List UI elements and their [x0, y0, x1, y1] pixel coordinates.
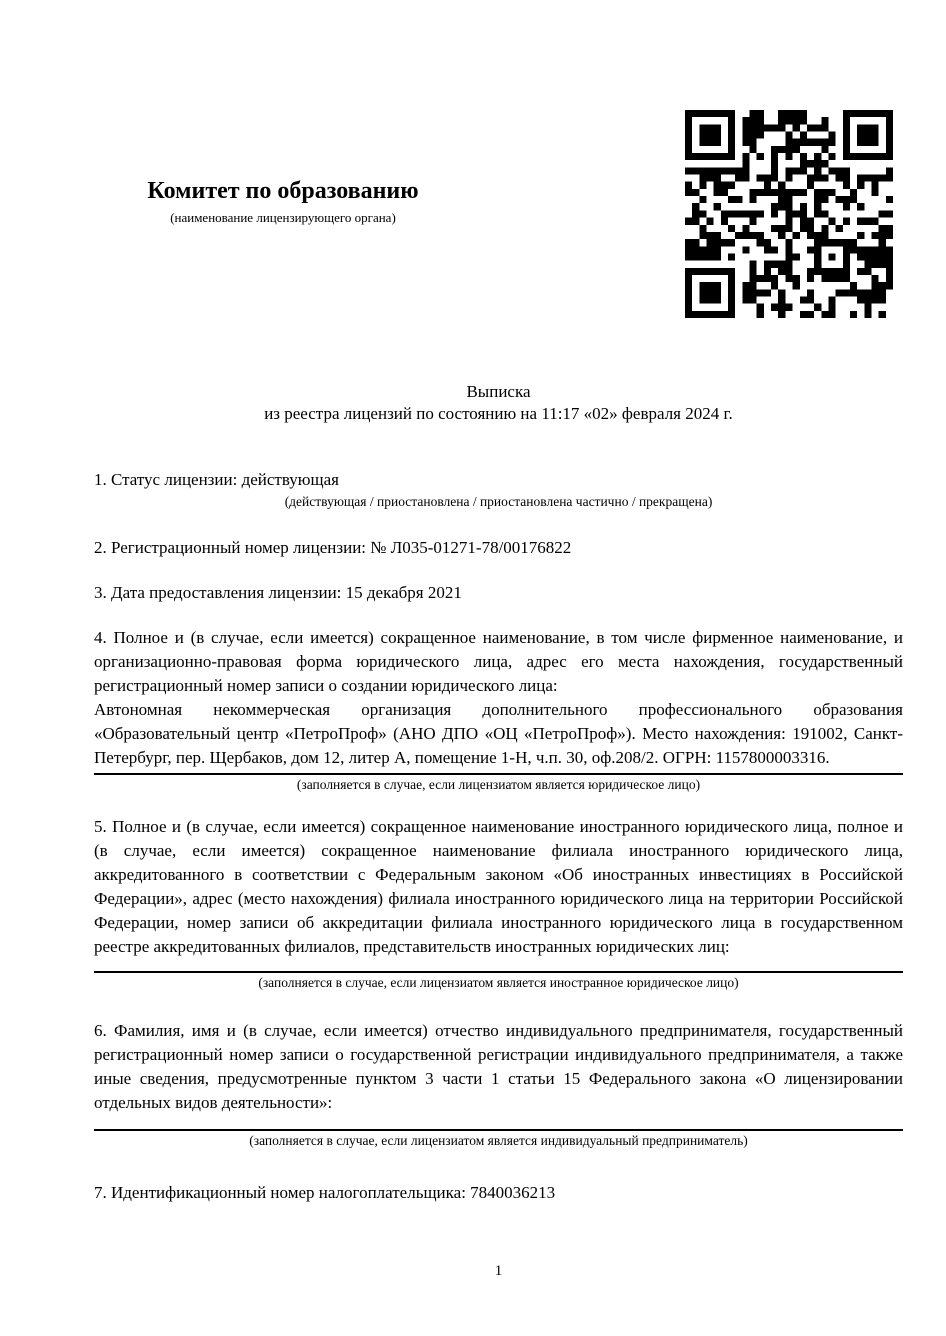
individual-entrepreneur-heading: 6. Фамилия, имя и (в случае, если имеется) отчество индивидуального предпринимателя, государственный регистрационный номер записи о государственной регистрации индивидуального предпринимателя, а также иные сведения, предусмотренные пунктом 3 части 1 статьи 15 Федерального закона «О лицензировании отдельных видов деятельности»: — [94, 1021, 903, 1112]
taxpayer-id-line: 7. Идентификационный номер налогоплательщика: 7840036213 — [94, 1183, 556, 1202]
document-title — [94, 330, 903, 425]
foreign-entity-heading: 5. Полное и (в случае, если имеется) сокращенное наименование иностранного юридического лица, полное и (в случае, если имеется) сокращенное наименование филиала иностранного юридического лица, аккредитованного в соответствии с Федеральным законом «Об иностранных инвестициях в Российской Федерации», адрес (место нахождения) филиала иностранного юридического лица на территории Российской Федерации, номер записи об аккредитации филиала иностранного юридического лица в государственном реестре аккредитованных филиалов, представительств иностранных юридических лиц: — [94, 817, 903, 956]
page-number: 1 — [494, 1263, 503, 1279]
licensing-authority-block — [0, 176, 566, 226]
qr-code — [685, 110, 893, 318]
document-title-line1: Выписка — [466, 382, 531, 401]
document-title-line2: из реестра лицензий по состоянию на 11:17 «02» февраля 2024 г. — [264, 404, 733, 423]
license-grant-date-line: 3. Дата предоставления лицензии: 15 декабря 2021 — [94, 583, 462, 602]
license-status-line: 1. Статус лицензии: действующая — [94, 470, 339, 489]
legal-entity-details: Автономная некоммерческая организация дополнительного профессионального образования «Образовательный центр «ПетроПроф» (АНО ДПО «ОЦ «ПетроПроф»). Место нахождения: 191002, Санкт-Петербург, пер. Щербаков, дом 12, литер А, помещение 1-Н, ч.п. 30, оф.208/2. ОГРН: 1157800003316. — [94, 700, 903, 767]
licensing-authority-note: (наименование лицензирующего органа) — [170, 210, 396, 225]
document-header — [0, 0, 946, 330]
license-registration-number-line: 2. Регистрационный номер лицензии: № Л035-01271-78/00176822 — [94, 538, 572, 557]
individual-entrepreneur-note: (заполняется в случае, если лицензиатом является индивидуальный предприниматель) — [249, 1133, 748, 1148]
legal-entity-heading: 4. Полное и (в случае, если имеется) сокращенное наименование, в том числе фирменное наименование, и организационно-правовая форма юридического лица, адрес его места нахождения, государственный регистрационный номер записи о создании юридического лица: — [94, 628, 903, 695]
licensing-authority-name: Комитет по образованию — [147, 178, 419, 204]
foreign-entity-note: (заполняется в случае, если лицензиатом является иностранное юридическое лицо) — [258, 975, 739, 990]
legal-entity-note: (заполняется в случае, если лицензиатом является юридическое лицо) — [296, 777, 701, 792]
license-status-options-note: (действующая / приостановлена / приостановлена частично / прекращена) — [284, 494, 713, 509]
document-body — [0, 330, 946, 1205]
